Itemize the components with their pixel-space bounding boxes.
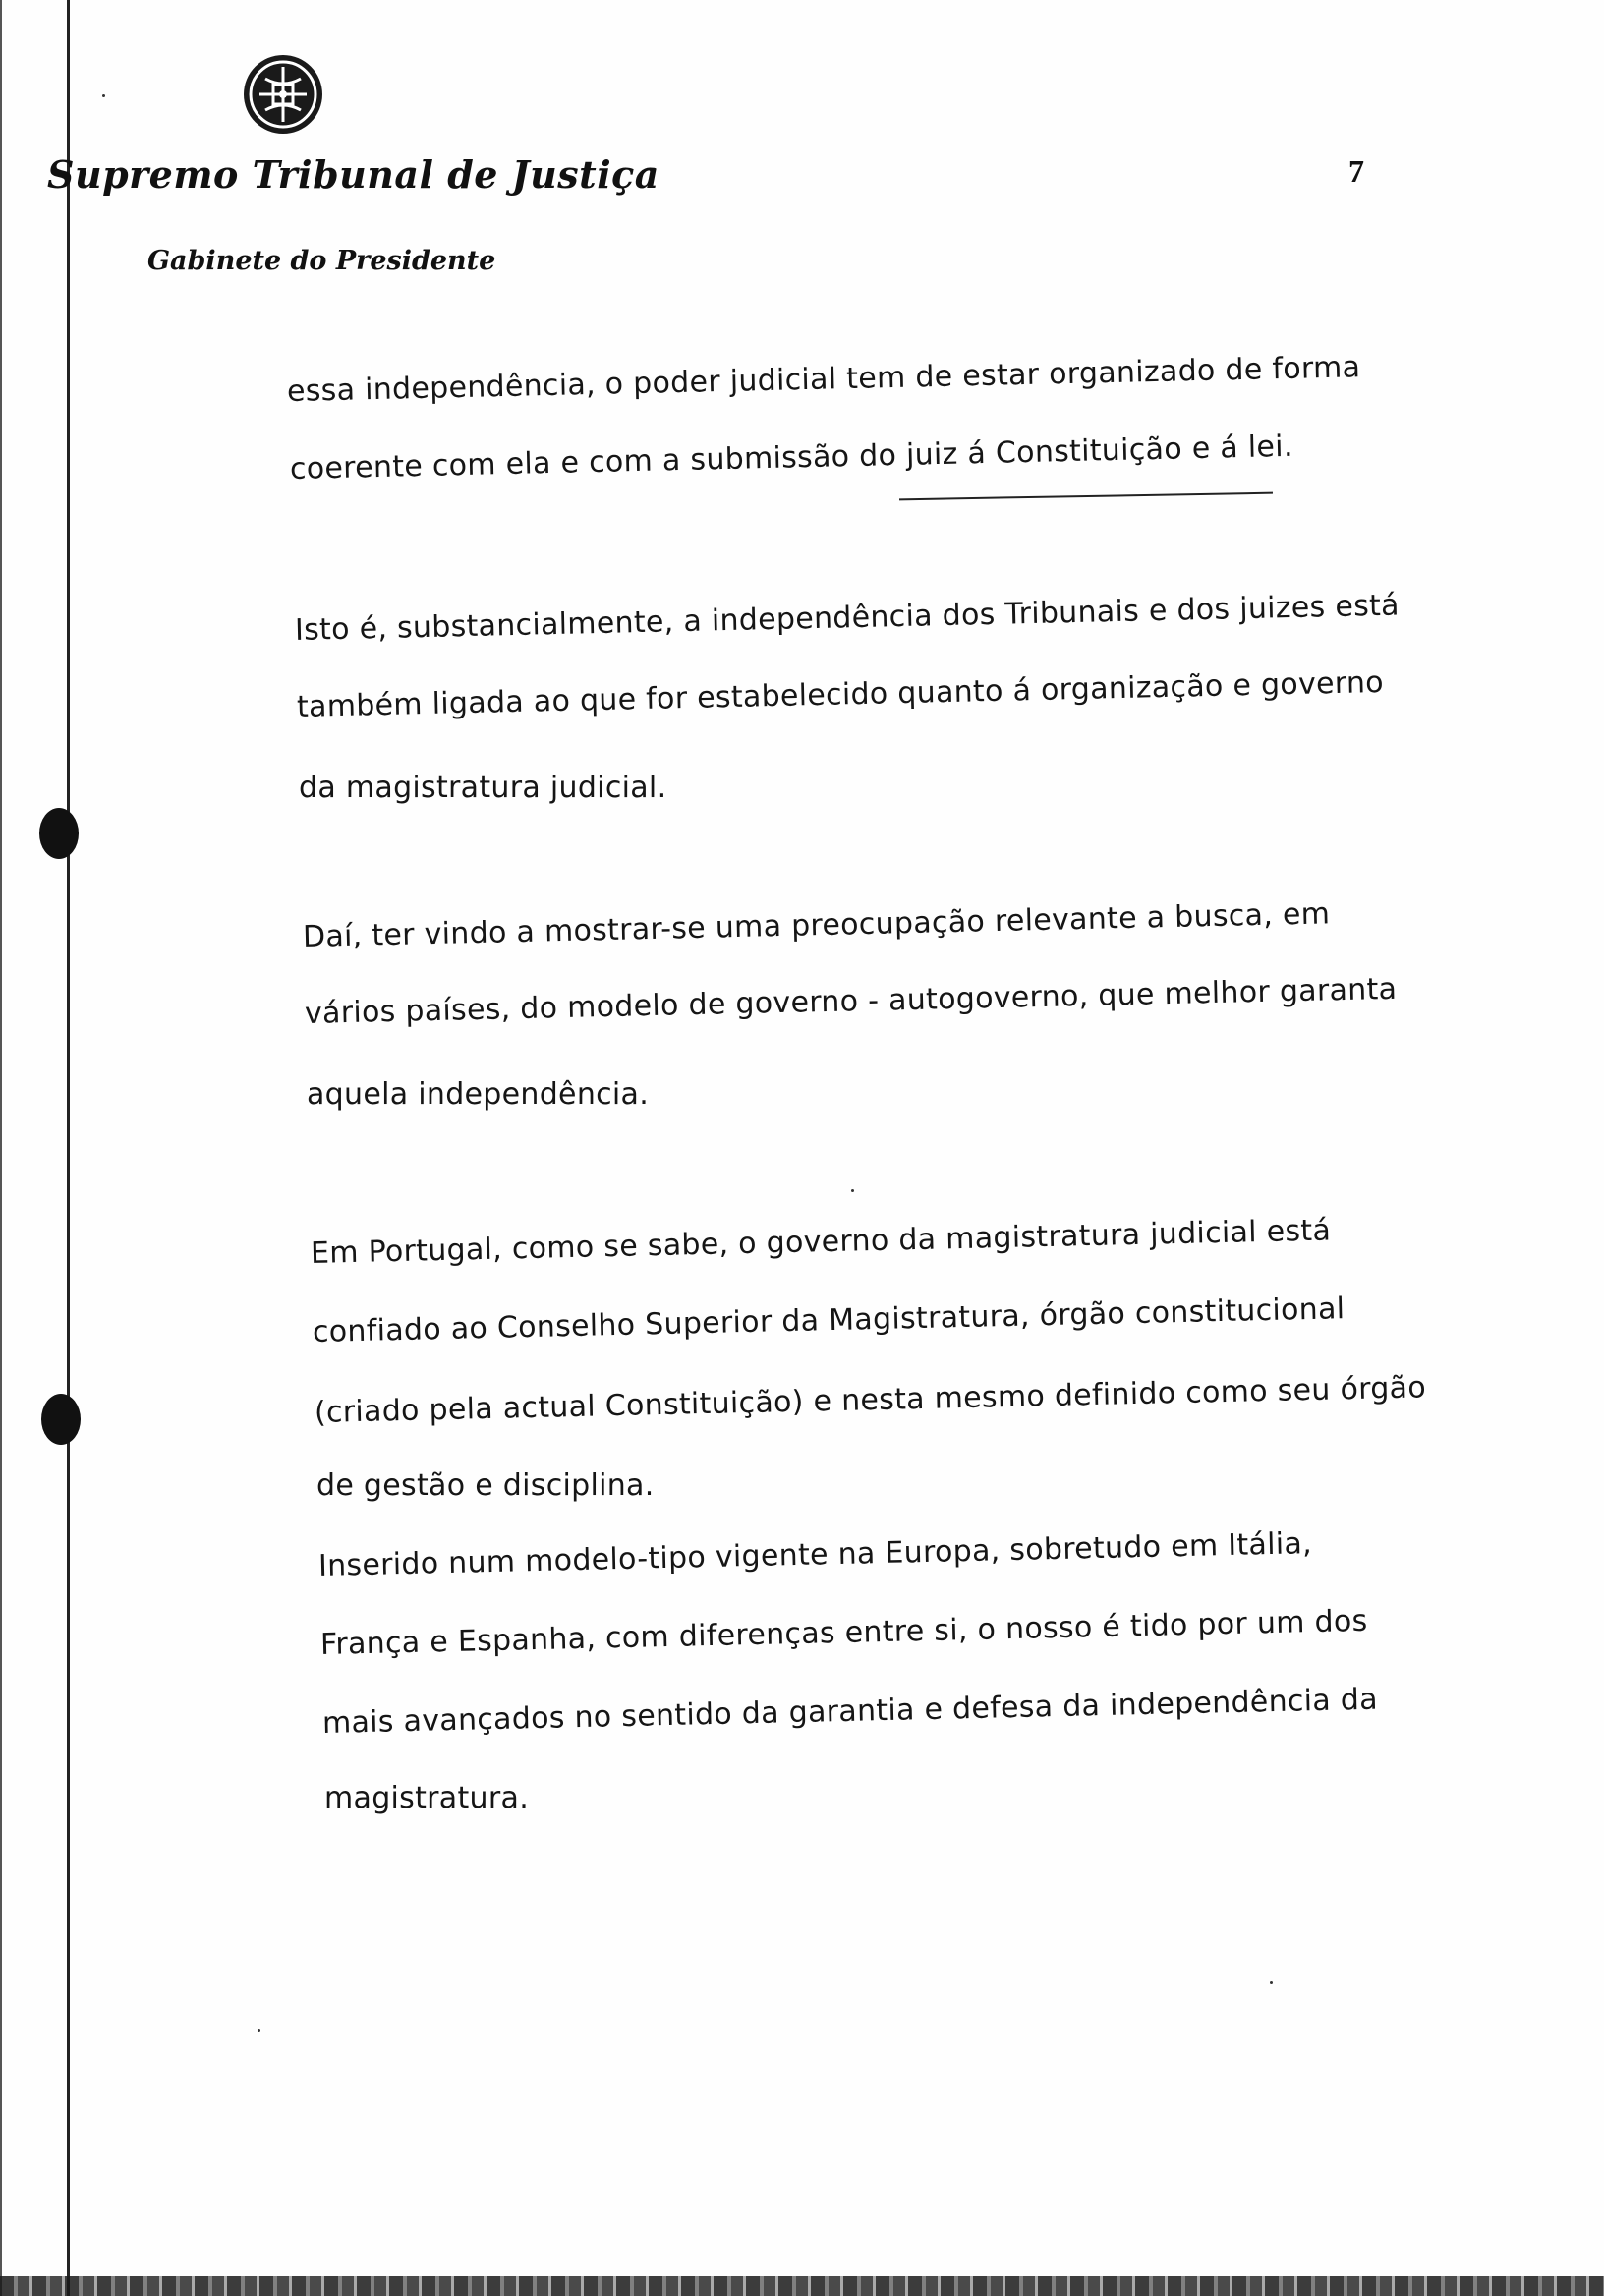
text-line: confiado ao Conselho Superior da Magistratura, órgão constitucional: [312, 1292, 1346, 1349]
text-line: aquela independência.: [307, 1077, 650, 1112]
page-number: 7: [1348, 153, 1364, 189]
text-line: Inserido num modelo-tipo vigente na Europa, sobretudo em Itália,: [317, 1526, 1313, 1583]
text-line: (criado pela actual Constituição) e nesta mesmo definido como seu órgão: [314, 1370, 1427, 1430]
text-line: da magistratura judicial.: [299, 771, 667, 805]
scan-bottom-edge: [0, 2276, 1604, 2296]
text-line: também ligada ao que for estabelecido quanto á organização e governo: [296, 664, 1385, 724]
office-name: Gabinete do Presidente: [147, 246, 496, 276]
text-line: Isto é, substancialmente, a independência dos Tribunais e dos juizes está: [294, 588, 1401, 648]
text-line: vários países, do modelo de governo - autogoverno, que melhor garanta: [304, 971, 1398, 1031]
court-name: Supremo Tribunal de Justiça: [47, 152, 659, 197]
text-line: essa independência, o poder judicial tem de estar organizado de forma: [286, 350, 1361, 409]
text-line: magistratura.: [324, 1781, 530, 1815]
text-line: França e Espanha, com diferenças entre si, o nosso é tido por um dos: [319, 1603, 1368, 1662]
text-line: Em Portugal, como se sabe, o governo da magistratura judicial está: [310, 1213, 1332, 1271]
text-line: de gestão e disciplina.: [316, 1468, 655, 1503]
text-line: mais avançados no sentido da garantia e defesa da independência da: [321, 1682, 1379, 1741]
text-line: Daí, ter vindo a mostrar-se uma preocupação relevante a busca, em: [302, 896, 1331, 954]
handwritten-underline: [899, 492, 1273, 501]
text-line: coerente com ela e com a submissão do juiz á Constituição e á lei.: [289, 429, 1294, 487]
